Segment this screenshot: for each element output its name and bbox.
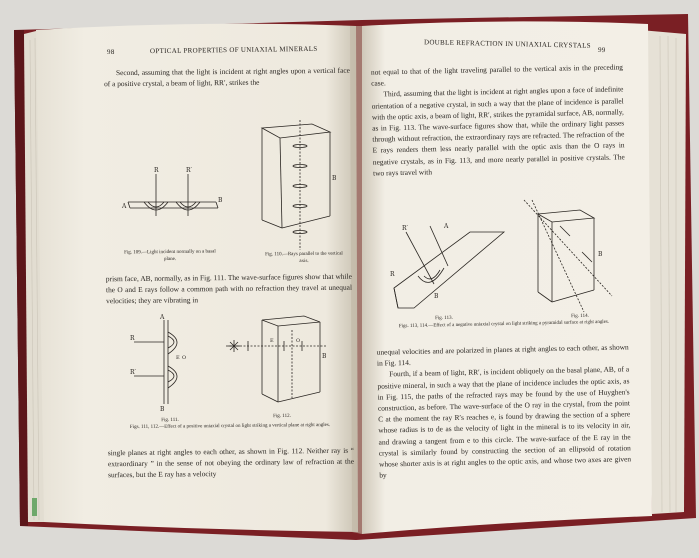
fig112-letter-b: B <box>322 353 327 360</box>
fig111-letter-o: O <box>182 355 187 361</box>
fig114-label: Fig. 114. <box>571 313 589 320</box>
fig113-114-caption: Figs. 113, 114.—Effect of a negative uniaxial crystal on light striking a pyramidal surface at right angles. <box>398 319 610 330</box>
fig113-label: Fig. 113. <box>435 315 453 322</box>
right-para-1: not equal to that of the light traveling parallel to the vertical axis in the preceding case. <box>370 62 624 88</box>
fig110-caption: Fig. 110.—Rays parallel to the vertical axis. <box>265 251 343 264</box>
left-running-head: OPTICAL PROPERTIES OF UNIAXIAL MINERALS <box>149 44 318 56</box>
fig111-letter-r: R <box>130 335 135 342</box>
fig113-letter-r: R <box>390 271 395 278</box>
right-para-3: unequal velocities and are polarized in planes at right angles to each other, as shown in Fig. 114. <box>376 342 629 368</box>
fig113-letter-a: A <box>444 223 449 230</box>
left-page-number: 98 <box>106 47 115 57</box>
fig111-letter-rp: R′ <box>130 369 136 376</box>
fig111-letter-a: A <box>160 314 165 321</box>
fig113-letter-rp: R′ <box>402 225 408 232</box>
fig111-letter-e: E <box>176 355 180 361</box>
fig109-letter-a: A <box>122 203 127 210</box>
figure-111 <box>130 312 200 412</box>
left-para-3: single planes at right angles to each other, as shown in Fig. 112. Neither ray is “ extraordinary ” in the sense of not obeying the ordinary law of refraction at the surfaces, but the E ray has a velocity <box>107 445 355 480</box>
fig111-label: Fig. 111. <box>161 417 179 424</box>
fig112-label: Fig. 112. <box>273 413 291 420</box>
figure-114 <box>520 196 620 316</box>
left-para-2: prism face, AB, normally, as in Fig. 111. The wave-surface figures show that while the O and E rays follow a common path with no refraction they travel at unequal velocities; they are vibrating in <box>105 271 353 306</box>
fig114-letter-b: B <box>598 251 603 258</box>
right-page-number: 99 <box>597 45 606 55</box>
fig109-letter-r: R <box>154 167 159 174</box>
fig110-letter-b: B <box>332 175 337 182</box>
fig113-letter-b: B <box>434 293 439 300</box>
figure-109 <box>118 160 228 250</box>
fig111-112-caption: Figs. 111, 112.—Effect of a positive uniaxial crystal on light striking a vertical plane at right angles. <box>129 422 331 431</box>
figure-113 <box>384 218 510 314</box>
right-para-4: Fourth, if a beam of light, RR′, is incident obliquely on the basal plane, AB, of a positive mineral, in such a way that the plane of incidence includes the optic axis, as in Fig. 115, the paths of the refracted rays may be found by the use of Huyghen's construction, as before. The wave-surface of the O ray in the crystal, from the point C at the moment the ray R′s reaches e, is found by drawing the section of a sphere whose radius is to de as the velocity of light in the mineral is to its velocity in air, and drawing a tangent from e to this circle. The wave-surface of the E ray in the crystal is similarly found by constructing the section of an ellipsoid of rotation whose shorter axis is at right angles to the optic axis, and whose two axes are given by <box>377 364 632 480</box>
fig109-caption: Fig. 109.—Light incident normally on a basal plane. <box>124 249 216 262</box>
left-para-1: Second, assuming that the light is incident at right angles upon a vertical face of a positive crystal, a beam of light, RR′, strikes the <box>104 65 350 89</box>
fig112-letter-e: E <box>270 338 274 344</box>
fig111-letter-b: B <box>160 406 165 412</box>
fig109-letter-b: B <box>218 197 223 204</box>
fig109-letter-rp: R′ <box>186 167 192 174</box>
figure-112 <box>222 308 332 408</box>
right-para-2: Third, assuming that the light is incident at right angles upon a face of indefinite orientation of a negative crystal, in such a way that the plane of incidence is parallel with the optic axis, a beam of light, RR′, strikes the pyramidal surface, AB, normally, as in Fig. 113. The wave-surface figures show that, while the ordinary light passes through without refraction, the extraordinary rays are refracted. The refraction of the E rays renders them less nearly parallel with the optic axis than the O rays in negative crystals, as in Fig. 113, and more nearly parallel in positive crystals. The two rays travel with <box>371 84 625 178</box>
right-running-head: DOUBLE REFRACTION IN UNIAXIAL CRYSTALS <box>423 38 591 50</box>
fig112-letter-o: O <box>296 338 301 344</box>
figure-110 <box>252 116 342 256</box>
